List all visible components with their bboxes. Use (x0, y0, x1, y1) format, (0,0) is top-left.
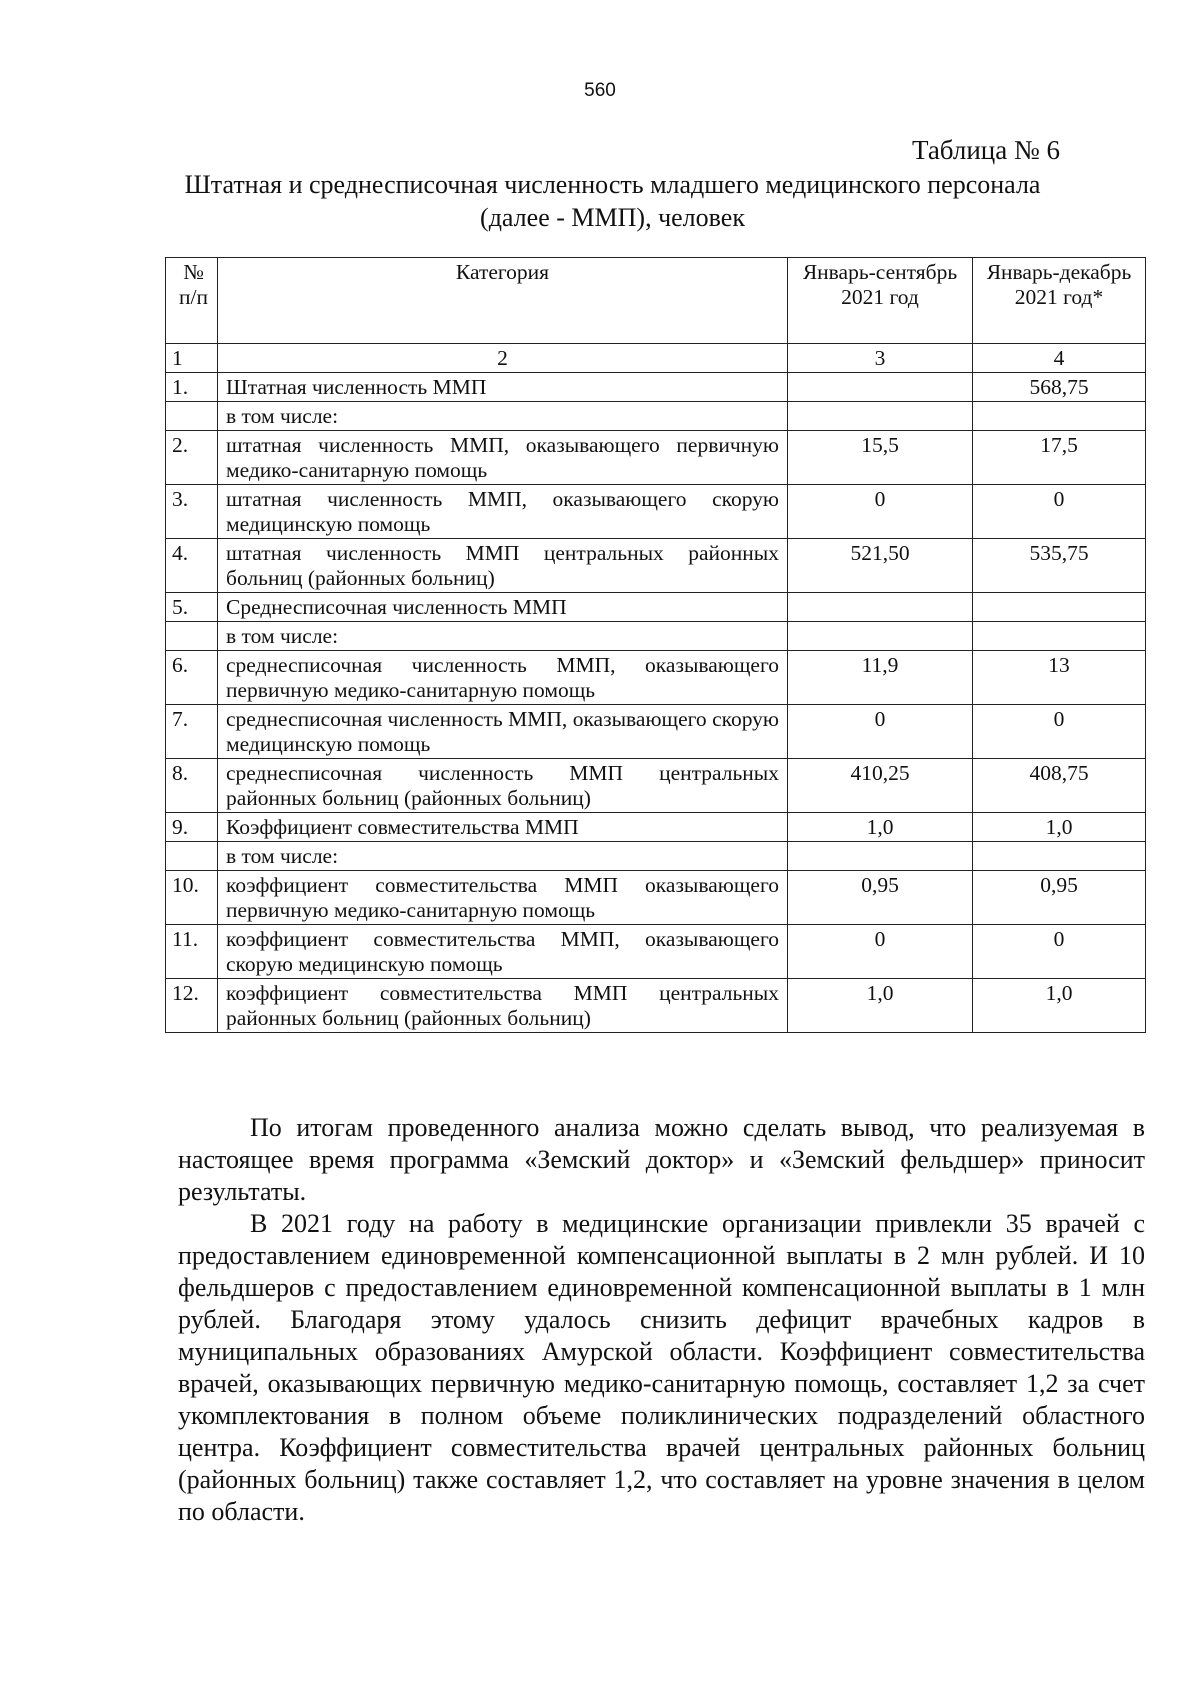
row-category: среднесписочная численность ММП центральных районных больниц (районных больниц) (218, 759, 788, 813)
row-value-period2 (973, 593, 1146, 622)
row-number: 4. (166, 539, 218, 593)
row-value-period1: 0 (788, 925, 973, 979)
row-number: 7. (166, 705, 218, 759)
row-number: 6. (166, 651, 218, 705)
column-number-row (166, 344, 1146, 373)
table-row (166, 402, 1146, 431)
header-period1: Январь-сентябрь 2021 год (788, 258, 973, 344)
row-value-period1: 0 (788, 485, 973, 539)
row-number: 5. (166, 593, 218, 622)
row-value-period2: 17,5 (973, 431, 1146, 485)
table-row (166, 373, 1146, 402)
table-row (166, 622, 1146, 651)
table-row (166, 485, 1146, 539)
table-label: Таблица № 6 (912, 135, 1060, 165)
row-number: 11. (166, 925, 218, 979)
row-value-period1: 15,5 (788, 431, 973, 485)
table-row (166, 871, 1146, 925)
table-header-row (166, 258, 1146, 344)
row-category: Штатная численность ММП (218, 373, 788, 402)
table-row (166, 979, 1146, 1033)
row-category: коэффициент совместительства ММП центральных районных больниц (районных больниц) (218, 979, 788, 1033)
header-category: Категория (218, 258, 788, 344)
column-number: 1 (166, 344, 218, 373)
body-text (178, 1112, 1145, 1528)
row-value-period2: 568,75 (973, 373, 1146, 402)
row-value-period1 (788, 622, 973, 651)
row-value-period2: 535,75 (973, 539, 1146, 593)
row-value-period2: 0 (973, 485, 1146, 539)
row-category: штатная численность ММП, оказывающего скорую медицинскую помощь (218, 485, 788, 539)
column-number: 2 (218, 344, 788, 373)
row-value-period2: 408,75 (973, 759, 1146, 813)
row-value-period1: 0 (788, 705, 973, 759)
row-value-period2: 0 (973, 705, 1146, 759)
table-row (166, 539, 1146, 593)
row-category: среднесписочная численность ММП, оказывающего первичную медико-санитарную помощь (218, 651, 788, 705)
row-value-period1: 410,25 (788, 759, 973, 813)
paragraph: В 2021 году на работу в медицинские организации привлекли 35 врачей с предоставлением единовременной компенсационной выплаты в 2 млн рублей. И 10 фельдшеров с предоставлением единовременной компенсационной выплаты в 1 млн рублей. Благодаря этому удалось снизить дефицит врачебных кадров в муниципальных образованиях Амурской области. Коэффициент совместительства врачей, оказывающих первичную медико-санитарную помощь, составляет 1,2 за счет укомплектования в полном объеме поликлинических подразделений областного центра. Коэффициент совместительства врачей центральных районных больниц (районных больниц) также составляет 1,2, что составляет на уровне значения в целом по области. (178, 1209, 1145, 1526)
row-category: Среднесписочная численность ММП (218, 593, 788, 622)
row-value-period2: 13 (973, 651, 1146, 705)
row-value-period1 (788, 842, 973, 871)
table-row (166, 813, 1146, 842)
row-value-period2: 1,0 (973, 813, 1146, 842)
column-number: 4 (973, 344, 1146, 373)
paragraph: По итогам проведенного анализа можно сделать вывод, что реализуемая в настоящее время программа «Земский доктор» и «Земский фельдшер» приносит результаты. (178, 1113, 1145, 1206)
row-value-period2 (973, 842, 1146, 871)
row-category: среднесписочная численность ММП, оказывающего скорую медицинскую помощь (218, 705, 788, 759)
table-row (166, 925, 1146, 979)
row-number (166, 842, 218, 871)
table-row (166, 842, 1146, 871)
row-category: штатная численность ММП центральных районных больниц (районных больниц) (218, 539, 788, 593)
row-value-period1: 1,0 (788, 813, 973, 842)
row-value-period1: 1,0 (788, 979, 973, 1033)
row-category: в том числе: (218, 402, 788, 431)
row-number: 8. (166, 759, 218, 813)
header-num: № п/п (166, 258, 218, 344)
row-category: в том числе: (218, 842, 788, 871)
row-category: коэффициент совместительства ММП оказывающего первичную медико-санитарную помощь (218, 871, 788, 925)
column-number: 3 (788, 344, 973, 373)
row-number: 9. (166, 813, 218, 842)
row-category: Коэффициент совместительства ММП (218, 813, 788, 842)
row-value-period2 (973, 622, 1146, 651)
table-row (166, 705, 1146, 759)
row-value-period1 (788, 373, 973, 402)
row-number (166, 402, 218, 431)
table-row (166, 759, 1146, 813)
row-value-period1: 11,9 (788, 651, 973, 705)
header-period2: Январь-декабрь 2021 год* (973, 258, 1146, 344)
row-value-period2: 0 (973, 925, 1146, 979)
row-number (166, 622, 218, 651)
row-value-period2 (973, 402, 1146, 431)
staffing-table (165, 257, 1146, 1033)
row-number: 1. (166, 373, 218, 402)
table-row (166, 593, 1146, 622)
table-row (166, 431, 1146, 485)
row-value-period1: 521,50 (788, 539, 973, 593)
row-value-period1: 0,95 (788, 871, 973, 925)
row-number: 12. (166, 979, 218, 1033)
row-category: в том числе: (218, 622, 788, 651)
table-row (166, 651, 1146, 705)
row-value-period1 (788, 402, 973, 431)
table-body (166, 373, 1146, 1033)
row-number: 10. (166, 871, 218, 925)
row-number: 2. (166, 431, 218, 485)
table-title: Штатная и среднесписочная численность младшего медицинского персонала (далее - ММП), человек (184, 170, 1041, 232)
row-value-period2: 1,0 (973, 979, 1146, 1033)
row-category: коэффициент совместительства ММП, оказывающего скорую медицинскую помощь (218, 925, 788, 979)
page-number: 560 (584, 80, 616, 101)
row-category: штатная численность ММП, оказывающего первичную медико-санитарную помощь (218, 431, 788, 485)
row-value-period1 (788, 593, 973, 622)
row-value-period2: 0,95 (973, 871, 1146, 925)
row-number: 3. (166, 485, 218, 539)
